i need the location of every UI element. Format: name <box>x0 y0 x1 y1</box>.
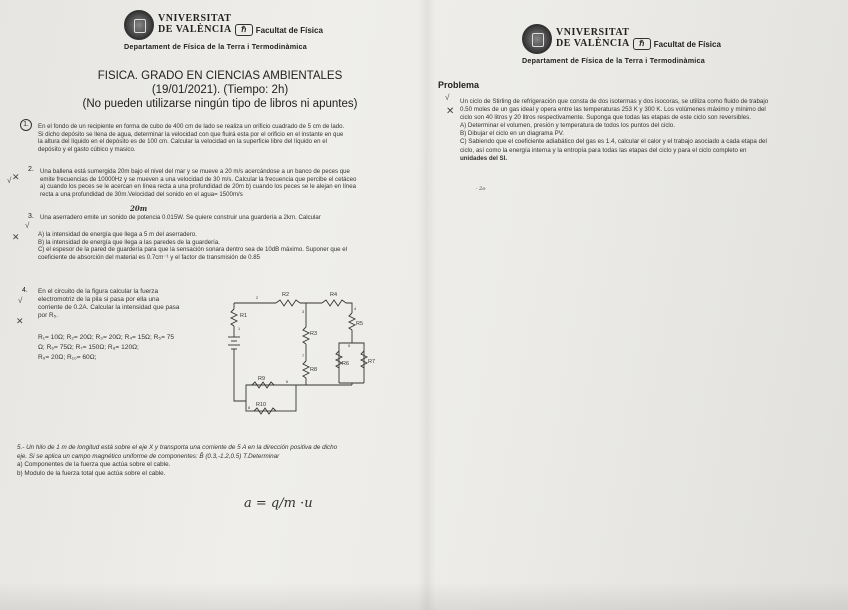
problem-line: C) Sabiendo que el coeficiente adiabático del gas es 1.4, calcular el calor y el trabajo asociado a cada etapa del <box>460 138 767 146</box>
question-4-line: En el circuito de la figura calcular la fuerza <box>38 288 159 295</box>
circuit-label-r10: R10 <box>256 402 267 408</box>
circuit-label-r4: R4 <box>330 292 338 298</box>
university-seal-icon <box>522 24 552 54</box>
question-2-number: 2. <box>28 166 34 173</box>
circuit-svg <box>226 283 386 418</box>
problem-line: Un ciclo de Stirling de refrigeración que consta de dos isotermas y dos isocoras, se utiliza como fluido de trabajo <box>460 98 769 105</box>
circuit-label-r9: R9 <box>258 376 266 382</box>
question-5-line: a) Componentes de la fuerza que actúa sobre el cable. <box>17 461 171 469</box>
problem-label: Problema <box>438 80 480 90</box>
question-4-line: corriente de 0.2A. Calcular la intensidad que pasa <box>38 304 180 311</box>
university-name-line1: VNIVERSITAT <box>556 27 630 38</box>
question-3-item: B) la intensidad de energía que llega a las paredes de la guardería. <box>38 238 220 246</box>
question-2 <box>40 168 356 198</box>
pencil-scribble: · 2o <box>476 186 486 192</box>
question-1-line: En el fondo de un recipiente en forma de cubo de 400 cm de lado se realiza un orificio cuadrado de 5 cm de lado. <box>38 123 345 130</box>
page-fold <box>418 0 436 610</box>
handwritten-formula: a = q/m ·u <box>244 496 313 511</box>
question-2-line: Una ballena está sumergida 20m bajo el nivel del mar y se mueve a 20 m/s acercándose a un banco de peces que <box>40 168 350 175</box>
faculty-name: Facultat de Física <box>653 39 721 49</box>
faculty-logo-icon: ℏ <box>633 38 651 50</box>
question-3-item: A) la intensidad de energía que llega a 5 m del aserradero. <box>38 231 197 238</box>
question-3-intro: Una aserradero emite un sonido de potencia 0.015W. Se quiere construir una guardería a 2km. Calcular <box>40 214 321 221</box>
problem-line: A) Determinar el volumen, presión y temperatura de todos los puntos del ciclo. <box>460 122 675 130</box>
circuit-label-r8: R8 <box>310 367 318 373</box>
problem-line: B) Dibujar el ciclo en un diagrama PV. <box>460 130 564 138</box>
resistor-values-line: R₁= 10Ω; R₂= 20Ω; R₃= 20Ω; R₄= 15Ω; R₅= 75 <box>38 334 175 341</box>
right-header <box>522 24 721 65</box>
department-name: Departament de Física de la Terra i Termodinàmica <box>124 42 307 51</box>
question-2-line: a) cuando los peces se le acercan en línea recta a una profundidad de 20m b) cuando los peces se le alejan en línea <box>40 183 357 191</box>
circuit-node-label: 8 <box>248 406 251 410</box>
exam-notice: (No pueden utilizarse ningún tipo de libros ni apuntes) <box>82 98 358 110</box>
question-5-line: b) Modulo de la fuerza total que actúa sobre el cable. <box>17 469 166 477</box>
circuit-node-label: 2 <box>256 296 259 300</box>
circuit-node-label: 3 <box>302 310 305 314</box>
cross-mark-icon: ✕ <box>446 106 455 117</box>
question-5 <box>17 444 337 478</box>
question-2-line: emite frecuencias de 10000Hz y se mueven a una velocidad de 30 m/s. Calcular la frecuencia que percibe el cetáceo <box>40 175 357 183</box>
question-3-item: coeficiente de absorción del material es 0.7cm⁻¹ y el factor de transmisión de 0.85 <box>38 253 261 261</box>
question-4-line: por R₅. <box>38 312 58 319</box>
resistor-values-line: R₉= 20Ω; R₁₀= 60Ω; <box>38 354 97 361</box>
problem-line: unidades del SI. <box>460 154 508 162</box>
question-4-line: electromotriz de la pila si pasa por ella una <box>38 296 160 303</box>
cross-mark-icon: ✕ <box>16 316 24 326</box>
circuit-node-label: 1 <box>238 327 241 331</box>
question-2-line: recta a una profundidad de 30m.Velocidad del sonido en el agua= 1500m/s <box>40 190 243 198</box>
question-5-number: 5.- <box>17 444 25 451</box>
check-mark-icon: √ <box>18 296 23 305</box>
question-3-items <box>38 231 347 261</box>
question-2-correction: 20m <box>130 204 148 213</box>
question-3-number: 3. <box>28 213 34 220</box>
faculty-logo-icon: ℏ <box>235 24 253 36</box>
circuit-label-r1: R1 <box>240 313 248 319</box>
check-mark-icon: √ <box>7 176 12 185</box>
circuit-label-r6: R6 <box>342 361 350 367</box>
left-header <box>124 10 323 51</box>
circuit-diagram <box>226 283 386 418</box>
university-name-line2: DE VALÈNCIA <box>158 24 232 35</box>
circuit-node-label: 5 <box>348 344 351 348</box>
question-1 <box>38 123 344 153</box>
problem-line: ciclo, así como la energía interna y la entropía para todas las etapas del ciclo y para el ciclo completo en <box>460 146 747 154</box>
university-name-line1: VNIVERSITAT <box>158 13 232 24</box>
circuit-label-r5: R5 <box>356 321 364 327</box>
circuit-label-r3: R3 <box>310 331 318 337</box>
exam-date: (19/01/2021). (Tiempo: 2h) <box>151 84 289 96</box>
cross-mark-icon: ✕ <box>12 232 20 242</box>
faculty-name: Facultat de Física <box>255 25 323 35</box>
university-name-line2: DE VALÈNCIA <box>556 38 630 49</box>
question-3-item: C) el espesor de la pared de guardería para que la sensación sonara dentro sea de 10dB máximo. Suponer que el <box>38 246 347 254</box>
question-5-line: 5.- Un hilo de 1 m de longitud está sobre el eje X y transporta una corriente de 5 A en la dirección positiva de dicho <box>17 444 338 451</box>
circuit-label-r7: R7 <box>368 359 376 365</box>
check-mark-icon: √ <box>25 221 30 230</box>
problem-text <box>460 98 768 163</box>
question-4-number: 4. <box>22 287 28 294</box>
university-seal-icon <box>124 10 154 40</box>
question-1-line: la altura del líquido en el depósito es de 100 cm. Calcular la velocidad en la superficie libre del líquido en el <box>38 138 327 146</box>
circuit-node-label: 6 <box>286 380 289 384</box>
question-1-line: Si dicho depósito se llena de agua, determinar la velocidad con que fluirá esta por el orificio en el instante en que <box>38 130 344 138</box>
question-1-line: depósito y el gasto cúbico y masico. <box>38 145 136 153</box>
problem-line: 0.50 moles de un gas ideal y opera entre las temperaturas 253 K y 300 K. Los volúmenes máximo y mínimo del <box>460 106 766 114</box>
question-4-values <box>38 333 174 363</box>
question-4 <box>38 288 179 320</box>
problem-line: ciclo son 40 litros y 20 litros respectivamente. Suponga que todas las etapas de este ciclo son reversibles. <box>460 114 751 122</box>
circuit-label-r2: R2 <box>282 292 290 298</box>
question-5-line: eje. Si se aplica un campo magnético uniforme de componentes: B̄ (0.3,-1.2,0.5) T.Determinar <box>17 452 280 460</box>
resistor-values-line: Ω; R₆= 75Ω; R₇= 150Ω; R₈= 120Ω; <box>38 344 139 351</box>
cross-mark-icon: ✕ <box>12 172 20 182</box>
circuit-node-label: 4 <box>354 307 357 311</box>
page-shadow <box>0 582 848 610</box>
circuit-node-label: 7 <box>302 354 305 358</box>
question-1-number: 1. <box>20 119 32 131</box>
exam-title: FISICA. GRADO EN CIENCIAS AMBIENTALES <box>97 70 343 82</box>
check-mark-icon: √ <box>445 93 450 102</box>
department-name: Departament de Física de la Terra i Termodinàmica <box>522 56 705 65</box>
